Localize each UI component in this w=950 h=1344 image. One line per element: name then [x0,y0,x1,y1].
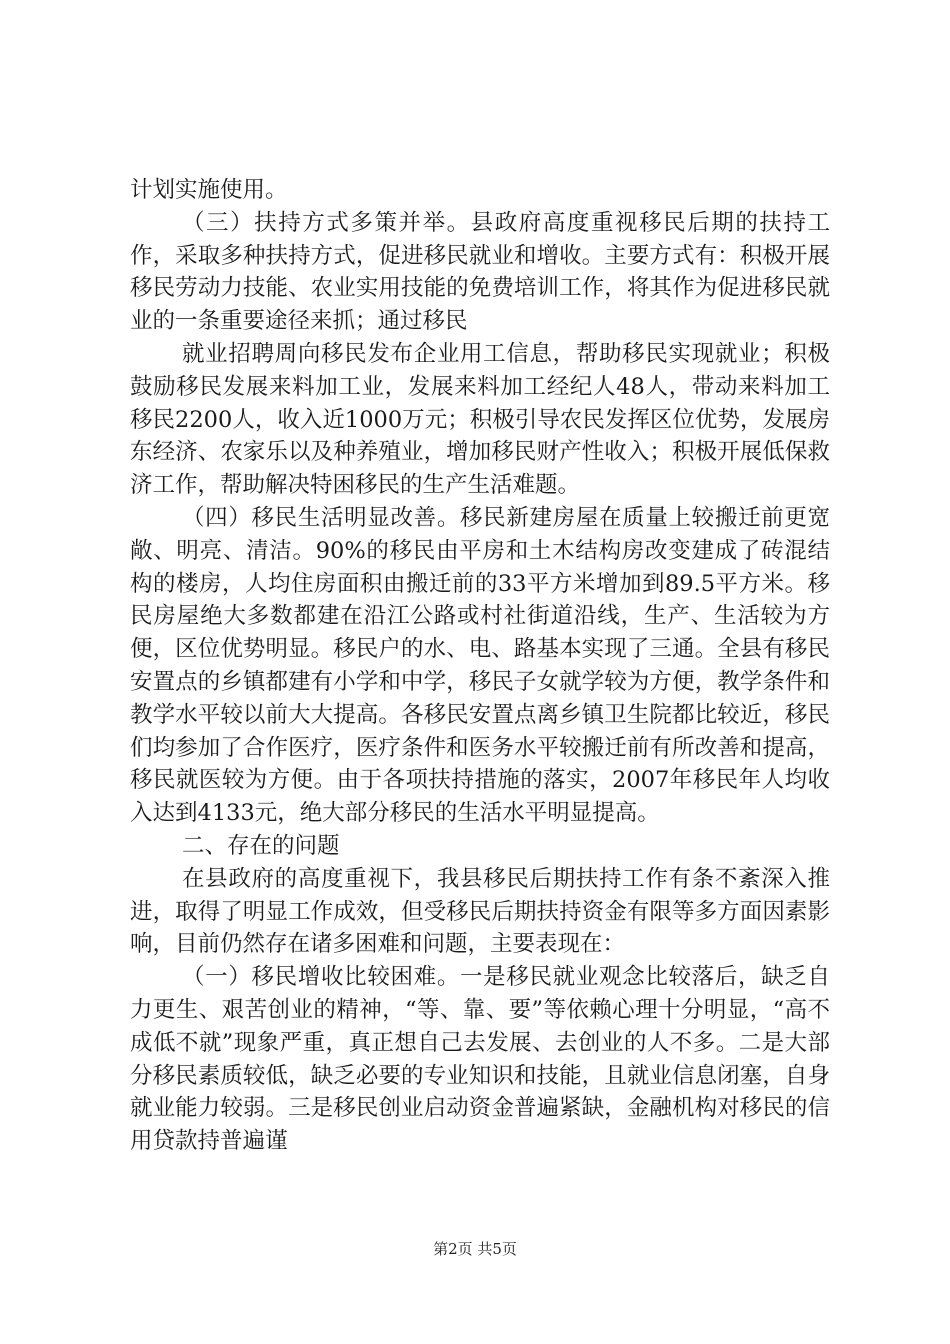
paragraph-6: （一）移民增收比较困难。一是移民就业观念比较落后，缺乏自力更生、艰苦创业的精神，“等、靠、要”等依赖心理十分明显，“高不成低不就”现象严重，真正想自己去发展、去创业的人不多。二是大部分移民素质较低，缺乏必要的专业知识和技能，且就业信息闭塞，自身就业能力较弱。三是移民创业启动资金普遍紧缺，金融机构对移民的信用贷款持普遍谨 [130,964,830,1155]
paragraph-1: 计划实施使用。 [130,177,288,203]
page-footer: 第2页 共5页 [433,1240,517,1258]
paragraph-2: （三）扶持方式多策并举。县政府高度重视移民后期的扶持工作，采取多种扶持方式，促进移民就业和增收。主要方式有：积极开展移民劳动力技能、农业实用技能的免费培训工作，将其作为促进移民就业的一条重要途径来抓；通过移民 [130,209,830,335]
paragraph-3: 就业招聘周向移民发布企业用工信息，帮助移民实现就业；积极鼓励移民发展来料加工业，发展来料加工经纪人48人，带动来料加工移民2200人，收入近1000万元；积极引导农民发挥区位优势，发展房东经济、农家乐以及种养殖业，增加移民财产性收入；积极开展低保救济工作，帮助解决特困移民的生产生活难题。 [130,340,830,499]
section-heading: 二、存在的问题 [182,832,340,859]
paragraph-5: 在县政府的高度重视下，我县移民后期扶持工作有条不紊深入推进，取得了明显工作成效，但受移民后期扶持资金有限等多方面因素影响，目前仍然存在诸多困难和问题，主要表现在： [130,865,830,958]
paragraph-4: （四）移民生活明显改善。移民新建房屋在质量上较搬迁前更宽敞、明亮、清洁。90%的移民由平房和土木结构房改变建成了砖混结构的楼房，人均住房面积由搬迁前的33平方米增加到89.5平方米。移民房屋绝大多数都建在沿江公路或村社街道沿线，生产、生活较为方便，区位优势明显。移民户的水、电、路基本实现了三通。全县有移民安置点的乡镇都建有小学和中学，移民子女就学较为方便，教学条件和教学水平较以前大大提高。各移民安置点离乡镇卫生院都比较近，移民们均参加了合作医疗，医疗条件和医务水平较搬迁前有所改善和提高，移民就医较为方便。由于各项扶持措施的落实，2007年移民年人均收入达到4133元，绝大部分移民的生活水平明显提高。 [130,504,830,827]
document-body [130,174,830,1158]
